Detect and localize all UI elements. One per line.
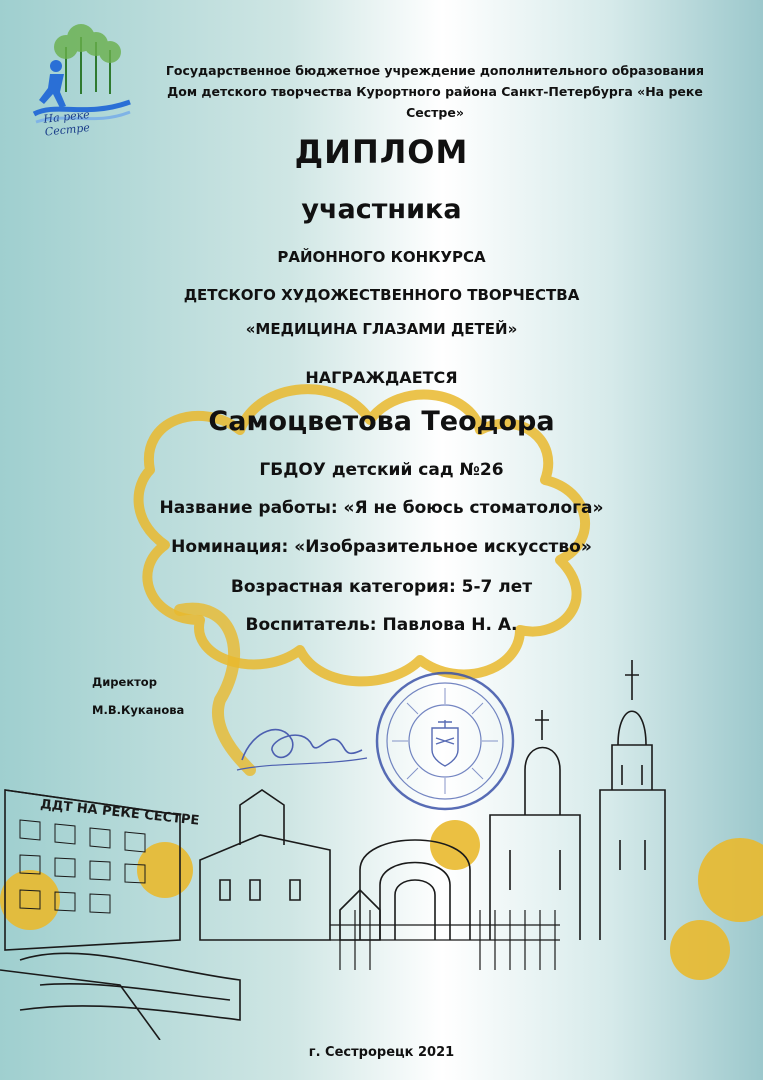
logo-caption: На реке Сестре bbox=[42, 107, 91, 139]
work-title: Название работы: «Я не боюсь стоматолога» bbox=[159, 498, 604, 518]
nomination: Номинация: «Изобразительное искусство» bbox=[171, 537, 592, 557]
school-name: ГБДОУ детский сад №26 bbox=[259, 460, 504, 480]
footer-place-year: г. Сестрорецк 2021 bbox=[308, 1045, 455, 1060]
director-name: М.В.Куканова bbox=[92, 703, 185, 717]
diploma-title: ДИПЛОМ bbox=[294, 133, 469, 171]
city-illustration bbox=[0, 640, 763, 1040]
diploma-subtitle: участника bbox=[301, 194, 462, 225]
organization-line-1: Государственное бюджетное учреждение дополнительного образования bbox=[165, 63, 705, 78]
director-title: Директор bbox=[92, 675, 157, 689]
competition-line-1: РАЙОННОГО КОНКУРСА bbox=[277, 248, 486, 266]
age-category: Возрастная категория: 5-7 лет bbox=[230, 577, 533, 597]
building-sign: ДДТ НА РЕКЕ СЕСТРЕ bbox=[39, 797, 200, 829]
competition-line-3: «МЕДИЦИНА ГЛАЗАМИ ДЕТЕЙ» bbox=[245, 320, 518, 338]
recipient-name: Самоцветова Теодора bbox=[208, 406, 555, 437]
competition-line-2: ДЕТСКОГО ХУДОЖЕСТВЕННОГО ТВОРЧЕСТВА bbox=[183, 286, 580, 304]
organization-line-2: Дом детского творчества Курортного района Санкт-Петербурга «На реке Сестре» bbox=[167, 84, 703, 120]
teacher-name: Воспитатель: Павлова Н. А. bbox=[245, 615, 518, 635]
awarded-label: НАГРАЖДАЕТСЯ bbox=[305, 368, 458, 387]
organization-name bbox=[140, 60, 730, 123]
